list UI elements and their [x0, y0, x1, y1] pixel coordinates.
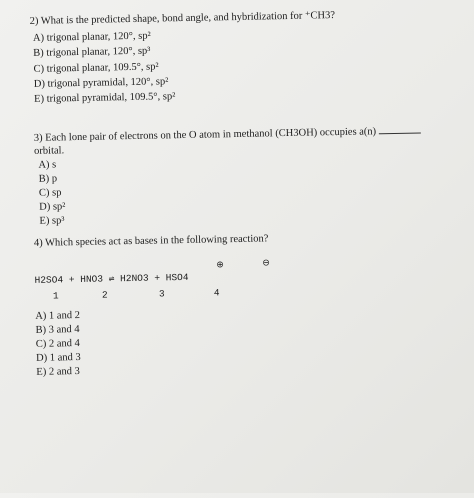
q3-option-a: A) s [38, 159, 57, 171]
q2-option-a: A) trigonal planar, 120°, sp² [32, 30, 151, 44]
species-number-2: 2 [101, 289, 108, 301]
q4-stem: 4) Which species act as bases in the following reaction? [33, 233, 269, 249]
q4-option-a: A) 1 and 2 [35, 310, 81, 322]
q3-option-b: B) p [38, 173, 58, 185]
q3-answer-blank [379, 123, 421, 134]
q2-option-c: C) trigonal planar, 109.5°, sp² [33, 61, 159, 75]
q3-option-c: C) sp [38, 187, 62, 199]
q3-option-d: D) sp² [39, 201, 66, 213]
anion-charge-symbol: ⊖ [262, 258, 270, 269]
species-number-3: 3 [158, 288, 165, 300]
q4-option-d: D) 1 and 3 [36, 352, 81, 364]
q3-stem-text: 3) Each lone pair of electrons on the O atom in methanol (CH3OH) occupies a(n) [33, 126, 377, 144]
q4-option-b: B) 3 and 4 [35, 324, 80, 336]
species-number-4: 4 [213, 287, 220, 299]
reaction-equation: H2SO4 + HNO3 ⇌ H2NO3 + HSO4 [34, 271, 189, 286]
cation-charge-symbol: ⊕ [216, 260, 225, 271]
q2-stem: 2) What is the predicted shape, bond angle, and hybridization for ⁺CH3? [29, 10, 336, 27]
q3-option-e: E) sp³ [39, 215, 65, 227]
q4-option-e: E) 2 and 3 [36, 366, 80, 378]
q2-option-e: E) trigonal pyramidal, 109.5°, sp² [34, 91, 176, 105]
q3-stem-continued: orbital. [34, 145, 65, 157]
q2-option-b: B) trigonal planar, 120°, sp³ [33, 45, 151, 59]
q2-option-d: D) trigonal pyramidal, 120°, sp² [33, 76, 169, 90]
q4-option-c: C) 2 and 4 [35, 338, 80, 350]
q3-stem [34, 123, 422, 144]
species-number-1: 1 [52, 290, 59, 302]
